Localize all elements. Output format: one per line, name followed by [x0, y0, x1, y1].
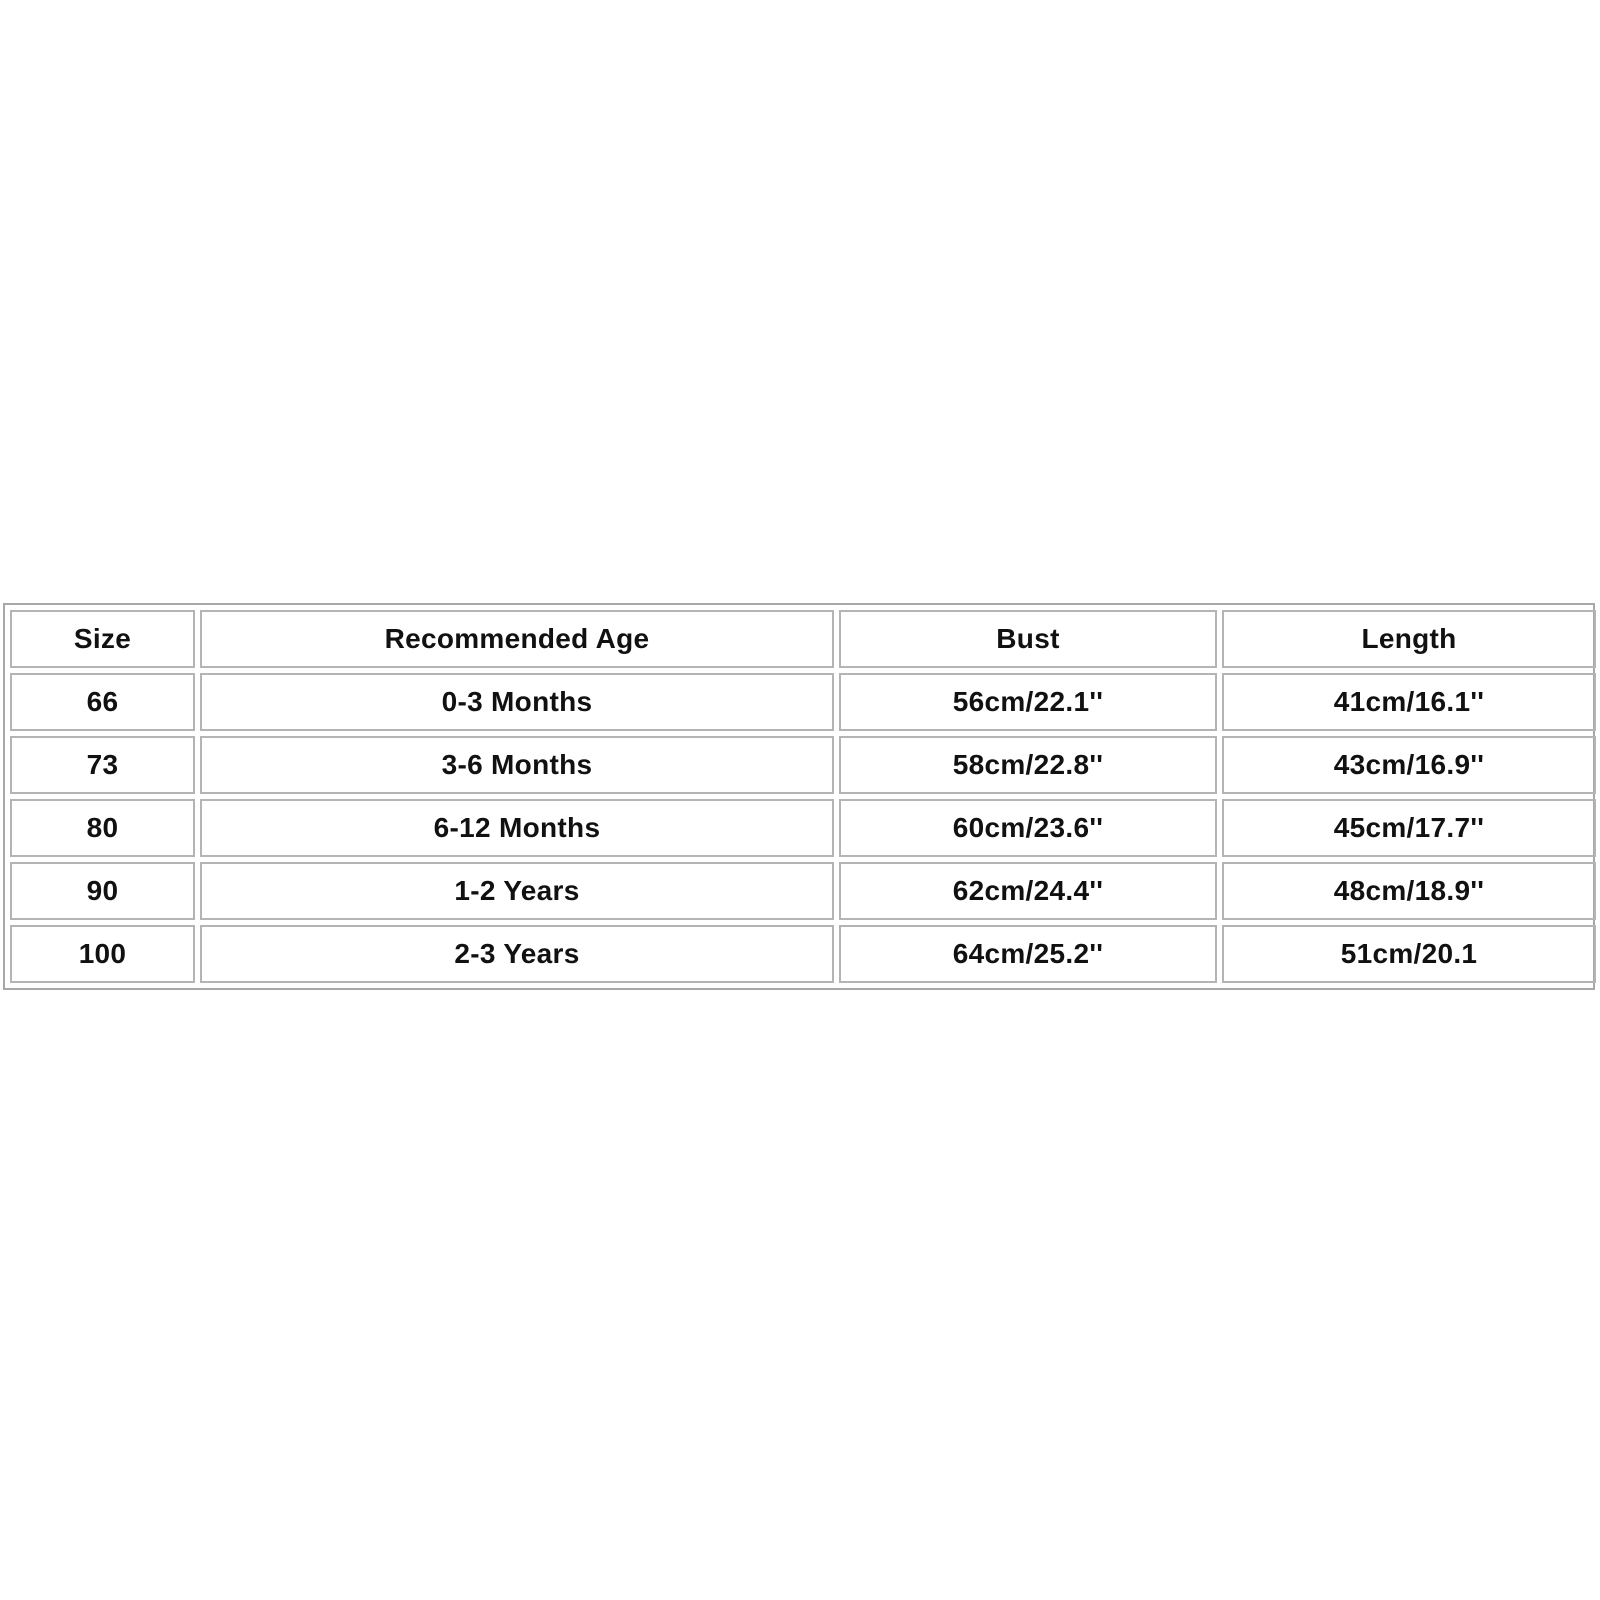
cell-size: 80: [10, 799, 195, 857]
cell-bust: 62cm/24.4'': [839, 862, 1217, 920]
cell-length: 41cm/16.1'': [1222, 673, 1596, 731]
cell-bust: 60cm/23.6'': [839, 799, 1217, 857]
cell-bust: 58cm/22.8'': [839, 736, 1217, 794]
cell-size: 100: [10, 925, 195, 983]
cell-length: 45cm/17.7'': [1222, 799, 1596, 857]
size-chart: [3, 603, 1595, 990]
cell-recommended-age: 0-3 Months: [200, 673, 834, 731]
cell-bust: 56cm/22.1'': [839, 673, 1217, 731]
cell-recommended-age: 1-2 Years: [200, 862, 834, 920]
cell-size: 73: [10, 736, 195, 794]
table-row: [10, 862, 1596, 920]
cell-recommended-age: 3-6 Months: [200, 736, 834, 794]
header-row: [10, 610, 1596, 668]
header-recommended-age: Recommended Age: [200, 610, 834, 668]
cell-length: 43cm/16.9'': [1222, 736, 1596, 794]
cell-size: 66: [10, 673, 195, 731]
cell-recommended-age: 2-3 Years: [200, 925, 834, 983]
table-row: [10, 925, 1596, 983]
header-length: Length: [1222, 610, 1596, 668]
table-row: [10, 736, 1596, 794]
cell-size: 90: [10, 862, 195, 920]
header-bust: Bust: [839, 610, 1217, 668]
cell-bust: 64cm/25.2'': [839, 925, 1217, 983]
header-size: Size: [10, 610, 195, 668]
table-row: [10, 799, 1596, 857]
size-chart-table: [5, 605, 1600, 988]
cell-recommended-age: 6-12 Months: [200, 799, 834, 857]
cell-length: 48cm/18.9'': [1222, 862, 1596, 920]
table-row: [10, 673, 1596, 731]
cell-length: 51cm/20.1: [1222, 925, 1596, 983]
